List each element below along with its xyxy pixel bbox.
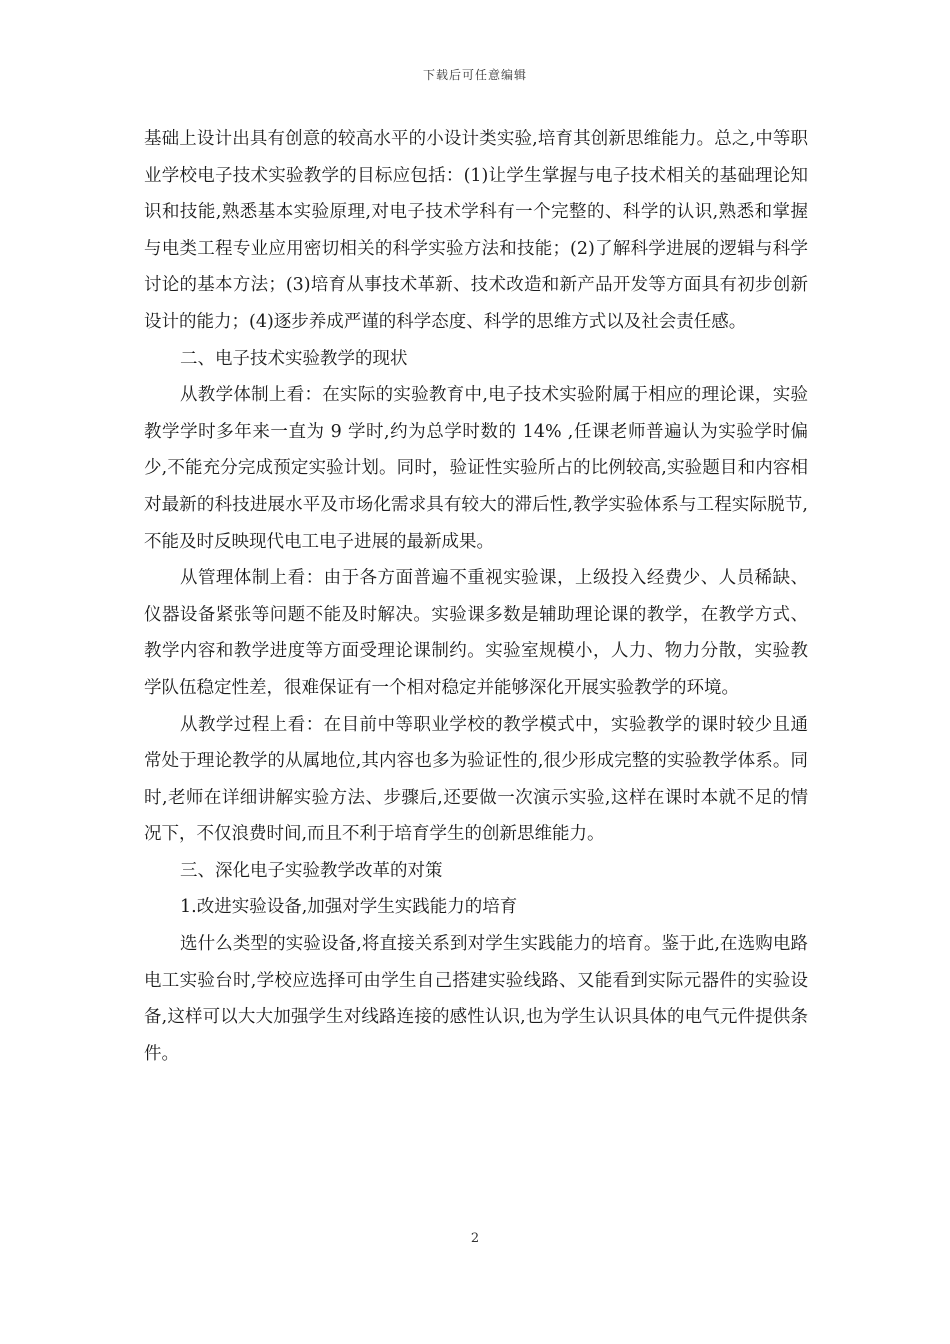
page-number: 2	[470, 1231, 480, 1246]
section-heading-countermeasures: 三、深化电子实验教学改革的对策	[180, 860, 443, 881]
paragraph-equipment: 选什么类型的实验设备,将直接关系到对学生实践能力的培育。鉴于此,在选购电路电工实验台时,学校应选择可由学生自己搭建实验线路、又能看到实际元器件的实验设备,这样可以大大加强学生对线路连接的感性认识,也为学生认识具体的电气元件提供条件。	[144, 934, 808, 1064]
paragraph-teaching-process: 从教学过程上看：在目前中等职业学校的教学模式中，实验教学的课时较少且通常处于理论教学的从属地位,其内容也多为验证性的,很少形成完整的实验教学体系。同时,老师在详细讲解实验方法、步骤后,还要做一次演示实验,这样在课时本就不足的情况下，不仅浪费时间,而且不利于培育学生的创新思维能力。	[144, 714, 808, 845]
page-header: 下载后可任意编辑	[422, 68, 527, 82]
subsection-heading-equipment: 1.改进实验设备,加强对学生实践能力的培育	[180, 897, 518, 918]
paragraph-goals: 基础上设计出具有创意的较高水平的小设计类实验,培育其创新思维能力。总之,中等职业学校电子技术实验教学的目标应包括：(1)让学生掌握与电子技术相关的基础理论知识和技能,熟悉基本实验原理,对电子技术学科有一个完整的、科学的认识,熟悉和掌握与电类工程专业应用密切相关的科学实验方法和技能；(2)了解科学进展的逻辑与科学讨论的基本方法；(3)培育从事技术革新、技术改造和新产品开发等方面具有初步创新设计的能力；(4)逐步养成严谨的科学态度、科学的思维方式以及社会责任感。	[144, 129, 808, 332]
section-heading-status: 二、电子技术实验教学的现状	[180, 348, 408, 369]
paragraph-teaching-system: 从教学体制上看：在实际的实验教育中,电子技术实验附属于相应的理论课，实验教学学时多年来一直为 9 学时,约为总学时数的 14% ,任课老师普遍认为实验学时偏少,不能充分完成预定实验计划。同时，验证性实验所占的比例较高,实验题目和内容相对最新的科技进展水平及市场化需求具有较大的滞后性,教学实验体系与工程实际脱节,不能及时反映现代电工电子进展的最新成果。	[144, 385, 808, 552]
paragraph-management-system: 从管理体制上看：由于各方面普遍不重视实验课，上级投入经费少、人员稀缺、仪器设备紧张等问题不能及时解决。实验课多数是辅助理论课的教学，在教学方式、教学内容和教学进度等方面受理论课制约。实验室规模小，人力、物力分散，实验教学队伍稳定性差，很难保证有一个相对稳定并能够深化开展实验教学的环境。	[144, 568, 808, 698]
document-body	[144, 121, 808, 1072]
